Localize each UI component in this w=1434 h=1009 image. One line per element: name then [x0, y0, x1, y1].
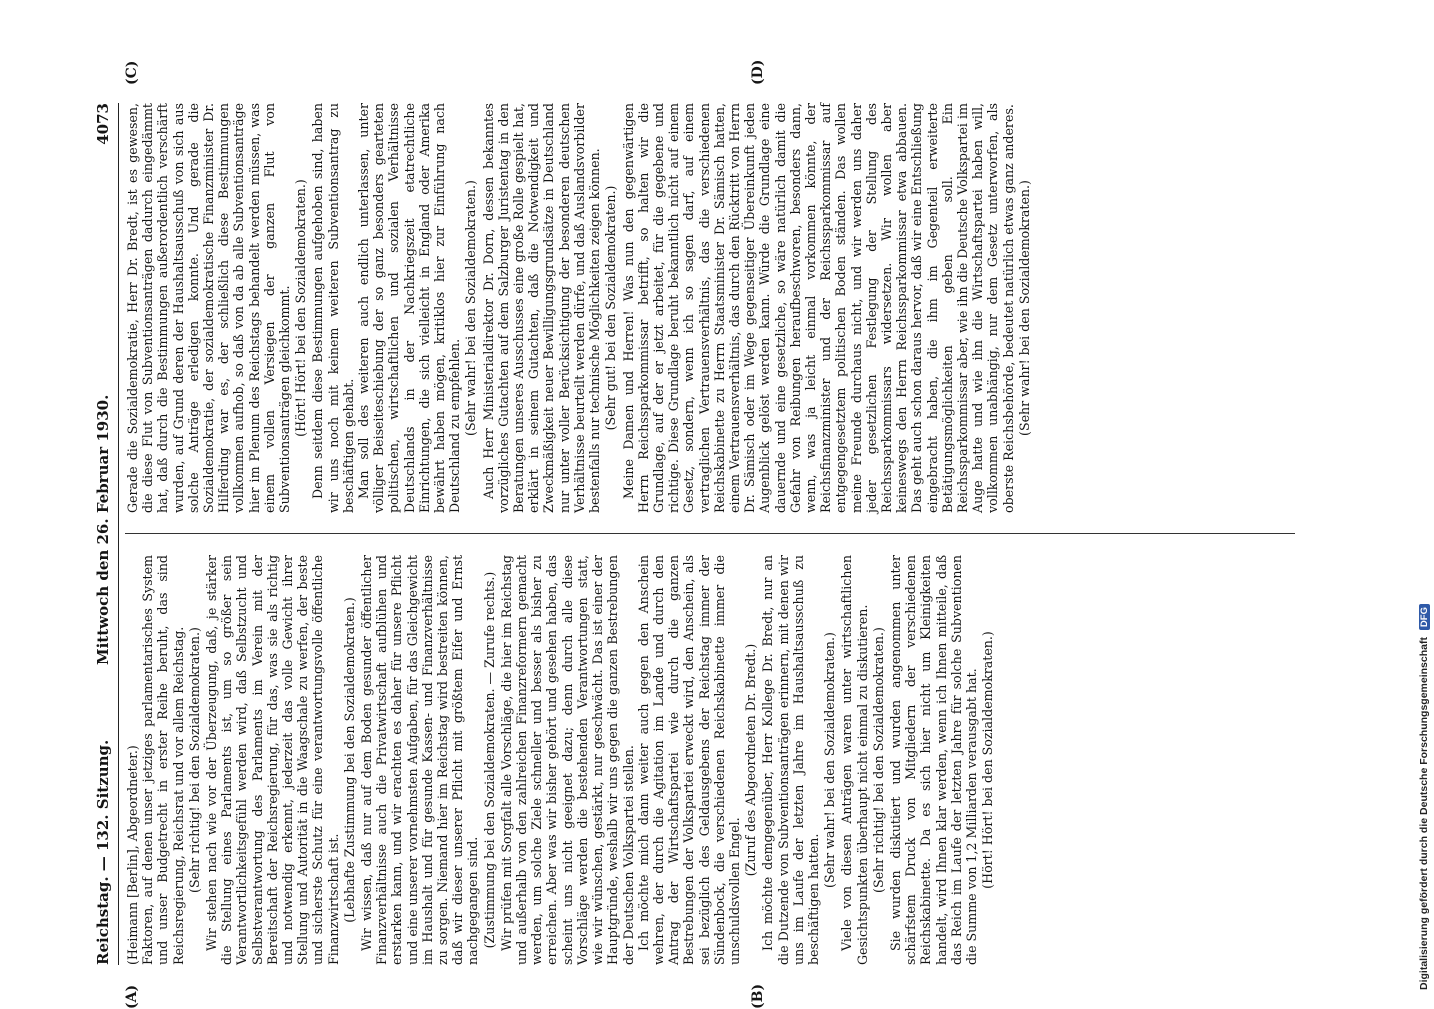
funding-text: Digitalisierung gefördert durch die Deutsche Forschungsgemeinschaft — [1418, 637, 1430, 990]
interjection: (Sehr richtig! bei den Sozialdemokraten.) — [186, 627, 202, 893]
margin-mark-b: (B) — [750, 983, 766, 1009]
paragraph: Auch Herr Ministerialdirektor Dr. Dorn, dessen bekanntes vorzügliches Gutachten auf dem Salzburger Juristentag in den Beratungen unseres Ausschusses eine große Rolle gespielt hat, erklärt in seinem Gutachten, daß die Notwendigkeit und Zweckmäßigkeit neuer Bewilligungsgrundsätze in Deutschland nur unter voller Berücksichtigung der besonderen deutschen Verhältnisse beurteilt werden dürfe, und daß Auslandsvorbilder bestenfalls nur technische Möglichkeiten zeigen können. — [480, 103, 603, 513]
interjection: (Hört! Hört! bei den Sozialdemokraten.) — [980, 631, 996, 889]
interjection: (Lebhafte Zustimmung bei den Sozialdemokraten.) — [341, 597, 357, 923]
header-session: Reichstag. — 132. Sitzung. — [94, 739, 112, 965]
margin-mark-c: (C) — [124, 60, 140, 85]
rotated-document-page — [90, 59, 1310, 1009]
digitization-note-text — [1418, 10, 1430, 990]
interjection: (Zustimmung bei den Sozialdemokraten. — Zurufe rechts.) — [481, 571, 497, 949]
paragraph: Wir stehen nach wie vor der Überzeugung, daß, je stärker die Stellung eines Parlaments ist, um so größer sein Verantwortlichkeitsgefühl werden wird, daß Selbstzucht und Selbstverantwortung des Parlaments im Verein mit der Bereitschaft der Reichsregierung, für das, was sie als richtig und notwendig erkennt, jederzeit das volle Gewicht ihrer Stellung und Autorität in die Waagschale zu werfen, der beste und sicherste Schutz für eine verantwortungsvolle öffentliche Finanzwirtschaft ist. — [204, 555, 341, 965]
page-header — [94, 103, 120, 965]
paragraph: Denn seitdem diese Bestimmungen aufgehoben sind, haben wir uns noch mit keinem weiteren Subventionsantrag zu beschäftigen gehabt. — [310, 103, 356, 513]
text-column-left — [125, 555, 997, 965]
speaker-heading: (Heimann [Berlin], Abgeordneter.) — [125, 745, 140, 965]
paragraph: Wir wissen, daß nur auf dem Boden gesunder öffentlicher Finanzverhältnisse auch die Privatwirtschaft aufblühen und erstarken kann, und wir erachten es daher für unsere Pflicht und eine unserer vornehmsten Aufgaben, für das Gleichgewicht im Haushalt und für gesunde Kassen- und Finanzverhältnisse zu sorgen. Niemand hier im Reichstag wird bestreiten können, daß wir dieser unserer Pflicht mit größtem Eifer und Ernst nachgegangen sind. — [359, 555, 481, 965]
header-rule — [118, 103, 119, 965]
margin-mark-d: (D) — [750, 59, 766, 85]
paragraph: Sie wurden diskutiert und wurden angenommen unter schärfstem Druck von Mitgliedern der verschiedenen Reichskabinette. Da es sich hier nicht um Kleinigkeiten handelt, wird Ihnen klar werden, wenn ich Ihnen mitteile, daß das Reich im Laufe der letzten Jahre für solche Subventionen die Summe von 1,2 Milliarden verausgabt hat. — [887, 555, 979, 965]
interjection: (Zuruf des Abgeordneten Dr. Bredt.) — [743, 643, 759, 877]
interjection: (Sehr richtig! bei den Sozialdemokraten.) — [870, 627, 886, 893]
digitization-note — [1416, 8, 1434, 998]
margin-mark-a: (A) — [124, 984, 140, 1009]
column-divider — [125, 533, 1295, 534]
paragraph: Wir prüfen mit Sorgfalt alle Vorschläge, die hier im Reichstag und außerhalb von den zahlreichen Finanzreformern gemacht werden, um solche Ziele schneller und besser als bisher zu erreichen. Aber was wir bisher gehört und gesehen haben, das scheint uns nicht geeignet dazu; denn durch alle diese Vorschläge werden die bestehenden Verantwortungen statt, wie wir wünschen, gestärkt, nur geschwächt. Das ist einer der Hauptgründe, weshalb wir uns gegen die ganzen Bestrebungen der Deutschen Volkspartei stellen. — [498, 555, 636, 965]
paragraph: Faktoren, auf denen unser jetziges parlamentarisches System und unser Budgetrecht in erster Reihe beruht, das sind Reichsregierung, Reichsrat und vor allem Reichstag. — [140, 555, 186, 965]
dfg-logo: DFG — [1419, 604, 1430, 630]
paragraph: Meine Damen und Herren! Was nun den gegenwärtigen Herrn Reichssparkommissar betrifft, so halten wir die Grundlage, auf der er jetzt arbeitet, für die gegebene und richtige. Diese Grundlage beruht bekanntlich nicht auf einem Gesetz, sondern, wenn ich so sagen darf, auf einem vertraglichen Vertrauensverhältnis, das die verschiedenen Reichskabinette zu Herrn Staatsminister Dr. Sämisch hatten, einem Vertrauensverhältnis, das durch den Rücktritt von Herrn Dr. Sämisch oder im Wege gegenseitiger Übereinkunft jeden Augenblick gelöst werden kann. Würde die Grundlage eine dauernde und eine gesetzliche, so wäre natürlich damit die Gefahr von Reibungen heraufbeschworen, besonders dann, wenn, was ja leicht einmal vorkommen könnte, der Reichsfinanzminister und der Reichssparkommissar auf entgegengesetztem politischen Boden ständen. Das wollen meine Freunde durchaus nicht, und wir werden uns daher jeder gesetzlichen Festlegung der Stellung des Reichssparkommissars widersetzen. Wir wollen aber keineswegs den Herrn Reichssparkommissar etwa abbauen. Das geht auch schon daraus hervor, daß wir eine Entschließung eingebracht haben, die ihm im Gegenteil erweiterte Betätigungsmöglichkeiten geben soll. Ein Reichssparkommissar aber, wie ihn die Deutsche Volkspartei im Auge hatte und wie ihn die Wirtschaftspartei haben will, vollkommen unabhängig, nur dem Gesetz unterworfen, als oberste Reichsbehörde, bedeutet natürlich etwas ganz anderes. — [620, 103, 1016, 513]
paragraph: Viele von diesen Anträgen waren unter wirtschaftlichen Gesichtspunkten überhaupt nicht einmal zu diskutieren. — [839, 555, 870, 965]
page-number: 4073 — [94, 103, 112, 145]
interjection: (Sehr wahr! bei den Sozialdemokraten.) — [1016, 180, 1032, 436]
header-date: Mittwoch den 26. Februar 1930. — [94, 394, 112, 665]
interjection: (Sehr gut! bei den Sozialdemokraten.) — [603, 185, 619, 431]
interjection: (Sehr wahr! bei den Sozialdemokraten.) — [463, 180, 479, 436]
paragraph: Ich möchte demgegenüber, Herr Kollege Dr. Bredt, nur an die Dutzende von Subventionsanträgen erinnern, mit denen wir uns im Laufe der letzten Jahre im Haushaltsausschuß zu beschäftigen hatten. — [760, 555, 821, 965]
paragraph: Man soll des weiteren auch endlich unterlassen, unter völliger Beiseiteschiebung der so ganz besonders gearteten politischen, wirtschaftlichen und sozialen Verhältnisse Deutschlands in der Nachkriegszeit etatrechtliche Einrichtungen, die sich vielleicht in England oder Amerika bewährt haben mögen, kritiklos hier zur Einführung nach Deutschland zu empfehlen. — [356, 103, 463, 513]
interjection: (Sehr wahr! bei den Sozialdemokraten.) — [822, 632, 838, 888]
text-column-right — [125, 103, 1034, 513]
interjection: (Hört! Hört! bei den Sozialdemokraten.) — [293, 179, 309, 437]
paragraph: Ich möchte mich dann weiter auch gegen den Anschein wehren, der durch die Agitation im Lande und durch den Antrag der Wirtschaftspartei wie durch die ganzen Bestrebungen der Volkspartei erweckt wird, den Anschein, als sei bezüglich des Geldausgebens der Reichstag immer der Sündenbock, die verschiedenen Reichskabinette immer die unschuldsvollen Engel. — [635, 555, 742, 965]
paragraph: Gerade die Sozialdemokratie, Herr Dr. Bredt, ist es gewesen, die diese Flut von Subventionsanträgen dadurch eingedämmt hat, daß durch die Bestimmungen außerordentlich verschärft wurden, auf Grund deren der Haushaltsausschuß von sich aus solche Anträge erledigen konnte. Und gerade die Sozialdemokratie, der sozialdemokratische Finanzminister Dr. Hilferding war es, der schließlich diese Bestimmungen vollkommen aufhob, so daß von da ab alle Subventionsanträge hier im Plenum des Reichstags behandelt werden müssen, was einem vollen Versiegen der ganzen Flut von Subventionsanträgen gleichkommt. — [125, 103, 293, 513]
